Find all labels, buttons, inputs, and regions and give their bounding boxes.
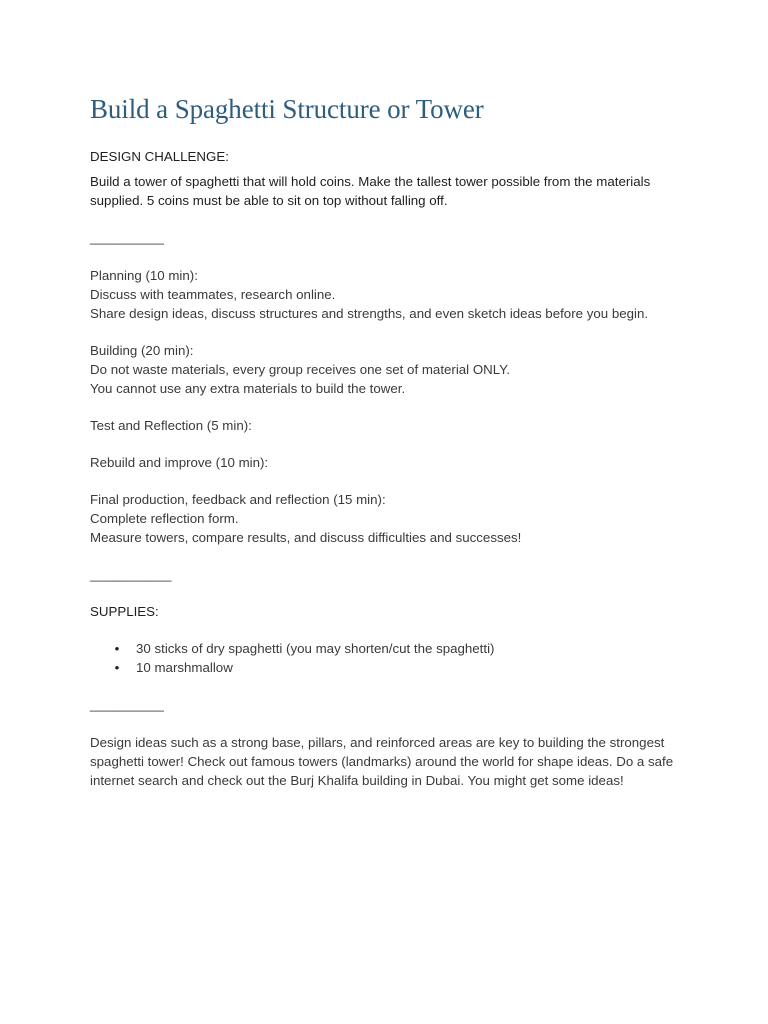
design-ideas-paragraph: Design ideas such as a strong base, pillars, and reinforced areas are key to building the strongest spaghetti tower! Check out famous towers (landmarks) around the world for shape ideas. Do a safe internet search and check out the Burj Khalifa building in Dubai. You might get some ideas!: [90, 735, 674, 788]
document-title: Build a Spaghetti Structure or Tower: [90, 94, 484, 124]
planning-line-1: Discuss with teammates, research online.: [90, 287, 336, 302]
final-line-2: Measure towers, compare results, and discuss difficulties and successes!: [90, 530, 522, 545]
separator-rule-3: __________: [90, 697, 164, 712]
test-heading: Test and Reflection (5 min):: [90, 418, 252, 433]
planning-line-2: Share design ideas, discuss structures and strengths, and even sketch ideas before you begin.: [90, 306, 649, 321]
document-body: [90, 92, 680, 790]
planning-heading: Planning (10 min):: [90, 268, 198, 283]
supplies-item-text: 10 marshmallow: [136, 660, 233, 675]
spacer: [90, 621, 680, 639]
supplies-item: [112, 658, 680, 677]
final-line-1: Complete reflection form.: [90, 511, 239, 526]
supplies-list: [90, 639, 680, 677]
building-line-1: Do not waste materials, every group receives one set of material ONLY.: [90, 362, 511, 377]
spacer: [90, 323, 680, 341]
spacer: [90, 247, 680, 266]
spacer: [90, 398, 680, 416]
spacer: [90, 435, 680, 453]
building-line-2: You cannot use any extra materials to build the tower.: [90, 381, 406, 396]
test-section: [90, 416, 680, 435]
spacer: [90, 584, 680, 602]
separator-rule-2: ___________: [90, 567, 172, 582]
supplies-item: [112, 639, 680, 658]
spacer: [90, 714, 680, 733]
rebuild-heading: Rebuild and improve (10 min):: [90, 455, 269, 470]
supplies-label: SUPPLIES:: [90, 604, 159, 619]
bullet-icon: •: [114, 660, 120, 675]
supplies-item-text: 30 sticks of dry spaghetti (you may shorten/cut the spaghetti): [136, 641, 495, 656]
building-heading: Building (20 min):: [90, 343, 194, 358]
bullet-icon: •: [114, 641, 120, 656]
final-heading: Final production, feedback and reflection (15 min):: [90, 492, 386, 507]
challenge-text: Build a tower of spaghetti that will hold coins. Make the tallest tower possible from the materials supplied. 5 coins must be able to sit on top without falling off.: [90, 174, 651, 208]
design-challenge-label: DESIGN CHALLENGE:: [90, 149, 229, 164]
building-section: [90, 341, 680, 398]
rebuild-section: [90, 453, 680, 472]
separator-rule-1: __________: [90, 230, 164, 245]
final-section: [90, 490, 680, 547]
planning-section: [90, 266, 680, 323]
spacer: [90, 472, 680, 490]
